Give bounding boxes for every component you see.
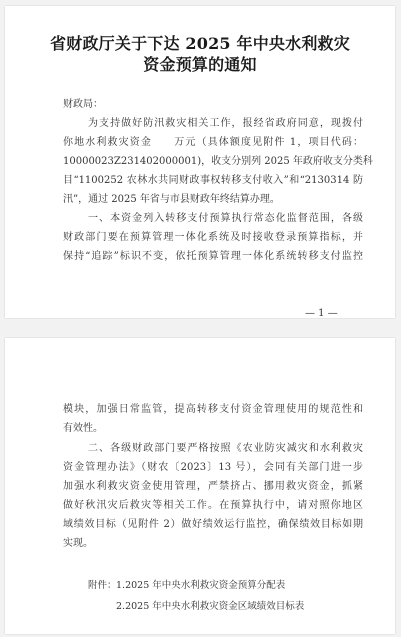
document-page-2	[5, 338, 395, 634]
paragraph-1-line-4: 目“1100252 农林水共同财政事权转移支付收入”和“2130314 防	[63, 175, 363, 186]
attachment-item-1: 1.2025 年中央水利救灾资金预算分配表	[116, 580, 286, 591]
continuation-line-1: 模块，加强日常监管，提高转移支付资金管理使用的规范性和	[63, 404, 363, 415]
paragraph-3-line-6: 实现。	[63, 538, 93, 549]
paragraph-1-line-1: 为支持做好防汛救灾相关工作，报经省政府同意，现拨付	[88, 118, 363, 129]
paragraph-3-line-2: 资金管理办法》（财农〔2023〕13 号），会同有关部门进一步	[63, 462, 363, 473]
paragraph-3-line-3: 加强水利救灾资金使用管理，严禁挤占、挪用救灾资金，抓紧	[63, 481, 363, 492]
paragraph-2-line-1: 一、本资金列入转移支付预算执行常态化监督范围，各级	[88, 213, 363, 224]
continuation-line-2: 有效性。	[63, 423, 103, 434]
attachment-item-2: 2.2025 年中央水利救灾资金区域绩效目标表	[116, 601, 305, 612]
document-title-line-2: 资金预算的通知	[143, 55, 257, 74]
attachment-label: 附件：	[88, 580, 117, 591]
document-page-1	[5, 6, 395, 318]
page-number: — 1 —	[305, 308, 338, 319]
paragraph-3-line-4: 做好秋汛灾后救灾等相关工作。在预算执行中，请对照你地区	[63, 500, 363, 511]
paragraph-2-line-2: 财政部门要在预算管理一体化系统及时接收登录预算指标，并	[63, 232, 363, 243]
document-title-line-1: 省财政厅关于下达 2025 年中央水利救灾	[50, 34, 350, 53]
salutation: 财政局：	[63, 99, 103, 110]
paragraph-1-line-5: 汛”，通过 2025 年省与市县财政年终结算办理。	[63, 194, 280, 205]
paragraph-3-line-5: 域绩效目标（见附件 2）做好绩效运行监控，确保绩效目标如期	[63, 519, 363, 530]
paragraph-3-line-1: 二、各级财政部门要严格按照《农业防灾减灾和水利救灾	[88, 443, 363, 454]
paragraph-1-line-3: 10000023Z231402000001)，收支分别列 2025 年政府收支分类科	[63, 156, 373, 167]
paragraph-2-line-3: 保持“追踪”标识不变，依托预算管理一体化系统转移支付监控	[63, 251, 363, 262]
paragraph-1-line-2: 你地水利救灾资金 万元（具体额度见附件 1，项目代码：	[63, 137, 363, 148]
